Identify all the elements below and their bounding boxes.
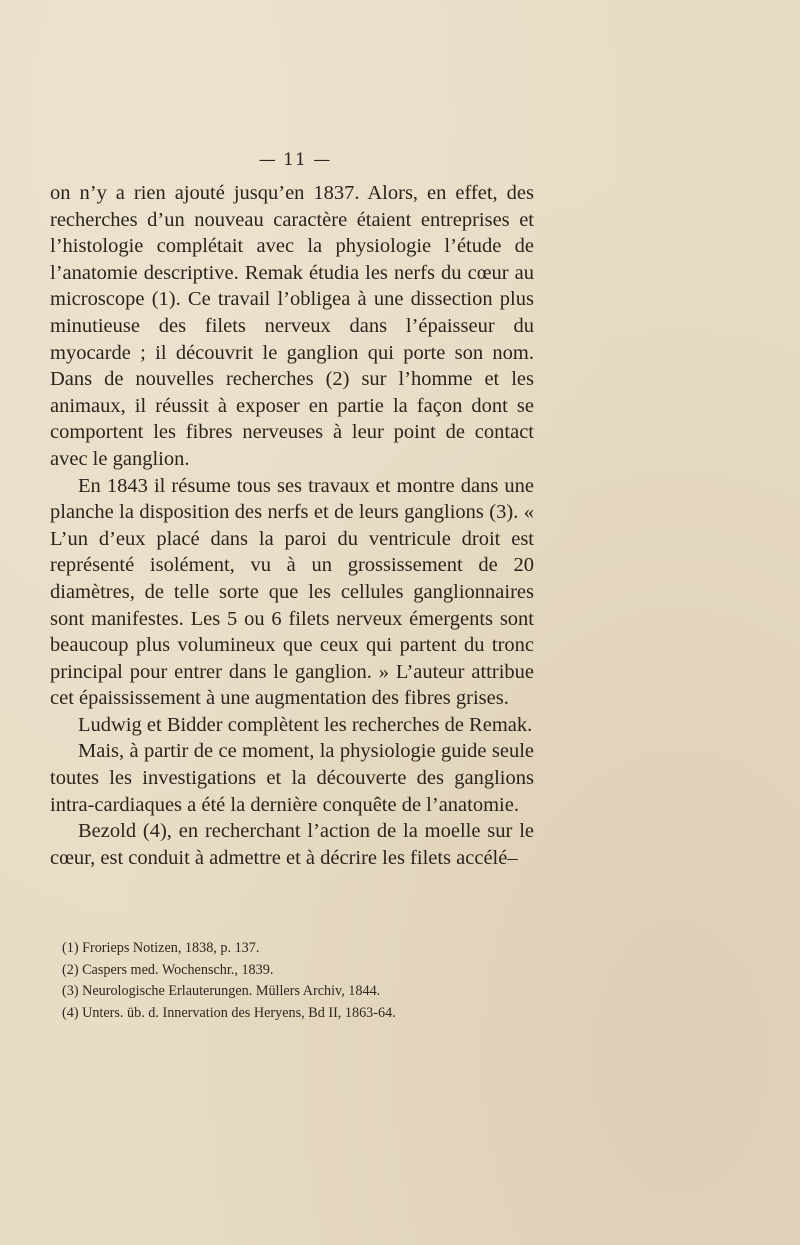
footnote-3: (3) Neurologische Erlauterungen. Müllers Archiv, 1844. <box>62 983 381 1000</box>
footnote-4: (4) Unters. üb. d. Innervation des Heryens, Bd II, 1863-64. <box>62 1005 396 1022</box>
body-text <box>50 180 534 871</box>
paragraph-1: on n’y a rien ajouté jusqu’en 1837. Alors, en effet, des recherches d’un nouveau caractère étaient entreprises et l’histologie complétait avec la physiologie l’étude de l’anatomie descriptive. Remak étudia les nerfs du cœur au microscope (1). Ce travail l’obligea à une dissection plus minutieuse des filets nerveux dans l’épaisseur du myocarde ; il découvrit le ganglion qui porte son nom. Dans de nouvelles recherches (2) sur l’homme et les animaux, il réussit à exposer en partie la façon dont se comportent les fibres nerveuses à leur point de contact avec le ganglion. <box>50 182 534 470</box>
paragraph-5: Bezold (4), en recherchant l’action de la moelle sur le cœur, est conduit à admettre et à décrire les filets accélé– <box>50 820 534 869</box>
page-number: — 11 — <box>258 150 332 170</box>
paragraph-3: Ludwig et Bidder complètent les recherches de Remak. <box>78 713 533 736</box>
footnote-1: (1) Frorieps Notizen, 1838, p. 137. <box>62 940 260 956</box>
footnote-2: (2) Caspers med. Wochenschr., 1839. <box>62 961 274 978</box>
footnotes <box>62 938 532 1025</box>
paragraph-2: En 1843 il résume tous ses travaux et montre dans une planche la disposition des nerfs et de leurs ganglions (3). « L’un d’eux placé dans la paroi du ventricule droit est représenté isolément, vu à un grossissement de 20 diamètres, de telle sorte que les cellules ganglionnaires sont manifestes. Les 5 ou 6 filets nerveux émergents sont beaucoup plus volumineux que ceux qui partent du tronc principal pour entrer dans le ganglion. » L’auteur attribue cet épaississement à une augmentation des fibres grises. <box>50 474 534 710</box>
paragraph-4: Mais, à partir de ce moment, la physiologie guide seule toutes les investigations et la découverte des ganglions intra-cardiaques a été la dernière conquête de l’anatomie. <box>50 740 534 816</box>
